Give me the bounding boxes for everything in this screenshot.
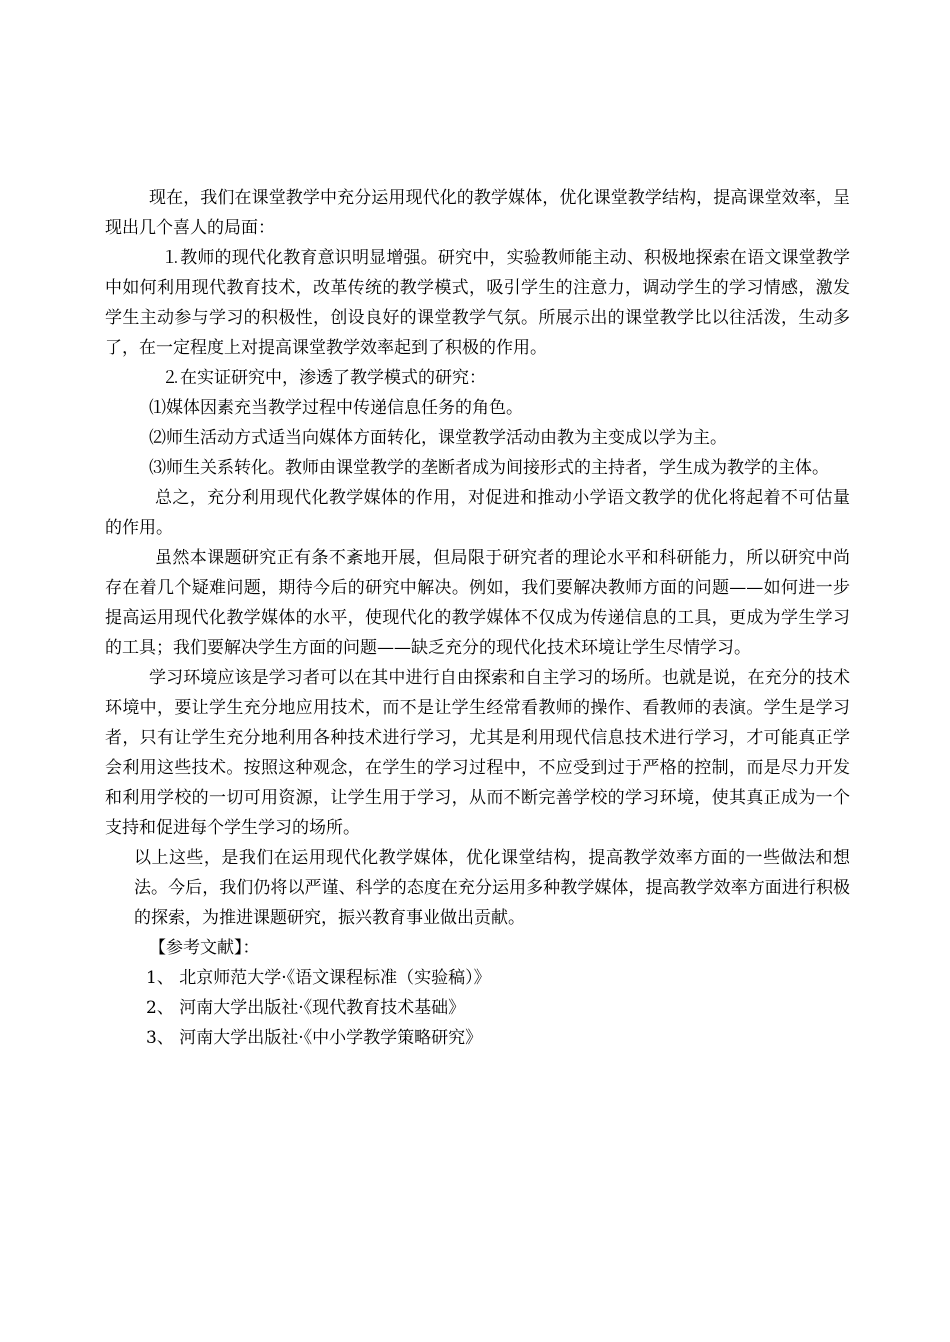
subpoint-1: ⑴媒体因素充当教学过程中传递信息任务的角色。 bbox=[149, 398, 523, 418]
conclusion-paragraph: 以上这些，是我们在运用现代化教学媒体，优化课堂结构，提高教学效率方面的一些做法和想法。今后，我们仍将以严谨、科学的态度在充分运用多种教学媒体，提高教学效率方面进行积极的探索，为推进课题研究，振兴教育事业做出贡献。 bbox=[134, 848, 850, 928]
reference-item-1: 1、 北京师范大学·《语文课程标准（实验稿）》 bbox=[146, 968, 491, 988]
point-2-heading: ⒉在实证研究中，渗透了教学模式的研究： bbox=[163, 368, 486, 388]
problems-paragraph: 虽然本课题研究正有条不紊地开展，但局限于研究者的理论水平和科研能力，所以研究中尚存在着几个疑难问题，期待今后的研究中解决。例如，我们要解决教师方面的问题——如何进一步提高运用现代化教学媒体的水平，使现代化的教学媒体不仅成为传递信息的工具，更成为学生学习的工具；我们要解决学生方面的问题——缺乏充分的现代化技术环境让学生尽情学习。 bbox=[105, 548, 850, 658]
point-1-paragraph: ⒈教师的现代化教育意识明显增强。研究中，实验教师能主动、积极地探索在语文课堂教学中如何利用现代教育技术，改革传统的教学模式，吸引学生的注意力，调动学生的学习情感，激发学生主动参与学习的积极性，创设良好的课堂教学气氛。所展示出的课堂教学比以往活泼，生动多了，在一定程度上对提高课堂教学效率起到了积极的作用。 bbox=[105, 248, 850, 358]
reference-item-3: 3、 河南大学出版社·《中小学教学策略研究》 bbox=[146, 1028, 483, 1048]
intro-paragraph: 现在，我们在课堂教学中充分运用现代化的教学媒体，优化课堂教学结构，提高课堂效率，呈现出几个喜人的局面： bbox=[105, 188, 850, 238]
references-heading: 【参考文献】： bbox=[149, 938, 260, 958]
document-body bbox=[105, 183, 850, 1053]
subpoint-2: ⑵师生活动方式适当向媒体方面转化，课堂教学活动由教为主变成以学为主。 bbox=[149, 428, 727, 448]
reference-item-2: 2、 河南大学出版社·《现代教育技术基础》 bbox=[146, 998, 466, 1018]
environment-paragraph: 学习环境应该是学习者可以在其中进行自由探索和自主学习的场所。也就是说，在充分的技术环境中，要让学生充分地应用技术，而不是让学生经常看教师的操作、看教师的表演。学生是学习者，只有让学生充分地利用各种技术进行学习，尤其是利用现代信息技术进行学习，才可能真正学会利用这些技术。按照这种观念，在学生的学习过程中，不应受到过于严格的控制，而是尽力开发和利用学校的一切可用资源，让学生用于学习，从而不断完善学校的学习环境，使其真正成为一个支持和促进每个学生学习的场所。 bbox=[105, 668, 850, 838]
summary-paragraph: 总之，充分利用现代化教学媒体的作用，对促进和推动小学语文教学的优化将起着不可估量的作用。 bbox=[105, 488, 850, 538]
subpoint-3: ⑶师生关系转化。教师由课堂教学的垄断者成为间接形式的主持者，学生成为教学的主体。 bbox=[149, 458, 829, 478]
